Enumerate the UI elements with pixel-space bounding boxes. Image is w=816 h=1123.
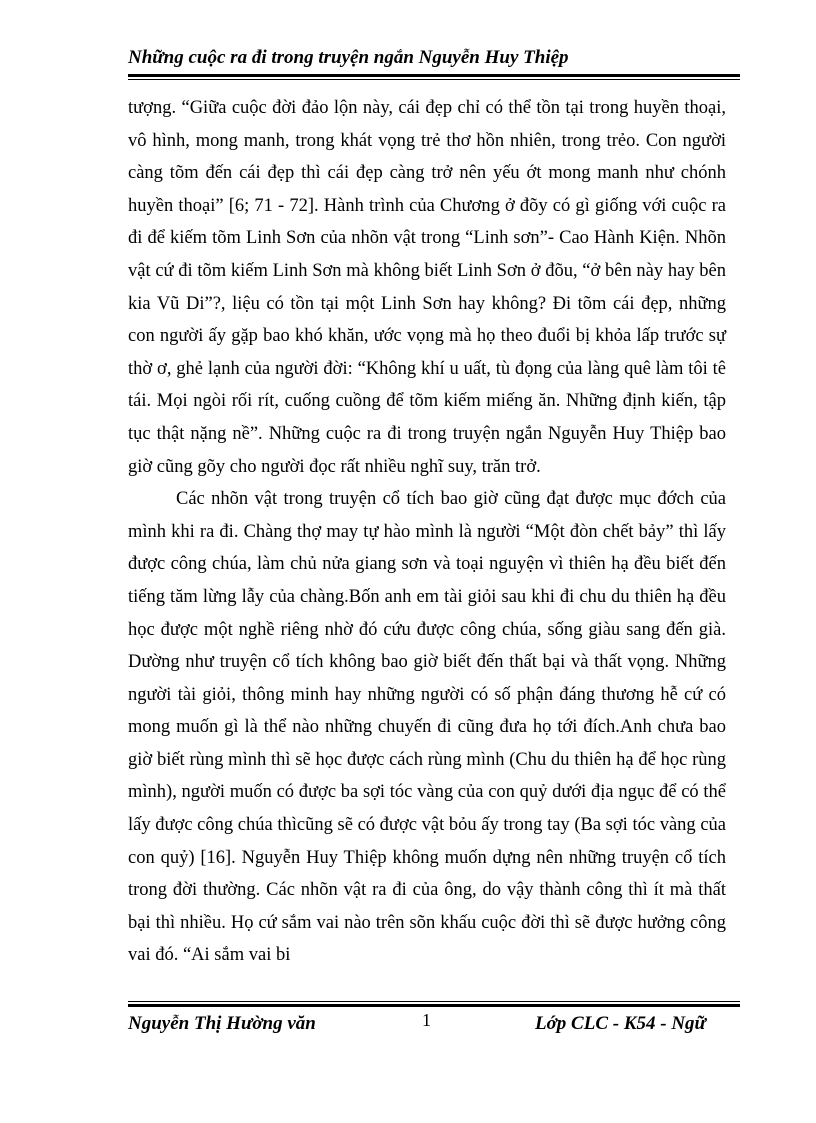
- paragraph-2: Các nhõn vật trong truyện cổ tích bao giờ cũng đạt được mục đớch của mình khi ra đi. Chàng thợ may tự hào mình là người “Một đòn chết bảy” thì lấy được công chúa, làm chủ nửa giang sơn và toại nguyện vì thiên hạ đều biết đến tiếng tăm lừng lẫy của chàng.Bốn anh em tài giỏi sau khi đi chu du thiên hạ đều học được một nghề riêng nhờ đó cứu được công chúa, sống giàu sang đến già. Dường như truyện cổ tích không bao giờ biết đến thất bại và thất vọng. Những người tài giỏi, thông minh hay những người có số phận đáng thương hễ cứ có mong muốn gì là thể nào những chuyến đi cũng đưa họ tới đích.Anh chưa bao giờ biết rùng mình thì sẽ học được cách rùng mình (Chu du thiên hạ để học rùng mình), người muốn có được ba sợi tóc vàng của con quỷ dưới địa ngục để có thể lấy được công chúa thìcũng sẽ có được vật bỏu ấy trong tay (Ba sợi tóc vàng của con quỷ) [16]. Nguyễn Huy Thiệp không muốn dựng nên những truyện cổ tích trong đời thường. Các nhõn vật ra đi của ông, do vậy thành công thì ít mà thất bại thì nhiều. Họ cứ sắm vai nào trên sõn khấu cuộc đời thì sẽ được hưởng công vai đó. “Ai sắm vai bi: [128, 489, 726, 966]
- page-number: 1: [422, 1010, 431, 1030]
- document-title: Những cuộc ra đi trong truyện ngắn Nguyễn Huy Thiệp: [128, 47, 569, 68]
- footer-rule-thick: [128, 1004, 740, 1007]
- paragraph-1: tượng. “Giữa cuộc đời đảo lộn này, cái đẹp chỉ có thể tồn tại trong huyền thoại, vô hình, mong manh, trong khát vọng trẻ thơ hồn nhiên, trong trẻo. Con người càng tõm đến cái đẹp thì cái đẹp càng trở nên yếu ớt mong manh như chónh huyền thoại” [6; 71 - 72]. Hành trình của Chương ở đõy có gì giống với cuộc ra đi để kiếm tõm Linh Sơn của nhõn vật trong “Linh sơn”- Cao Hành Kiện. Nhõn vật cứ đi tõm kiếm Linh Sơn mà không biết Linh Sơn ở đõu, “ở bên này hay bên kia Vũ Di”?, liệu có tồn tại một Linh Sơn hay không? Đi tõm cái đẹp, những con người ấy gặp bao khó khăn, ước vọng mà họ theo đuổi bị khỏa lấp trước sự thờ ơ, ghẻ lạnh của người đời: “Không khí u uất, tù đọng của làng quê làm tôi tê tái. Mọi ngòi rối rít, cuống cuồng để tõm kiếm miếng ăn. Những định kiến, tập tục thật nặng nề”. Những cuộc ra đi trong truyện ngắn Nguyễn Huy Thiệp bao giờ cũng gõy cho người đọc rất nhiều nghĩ suy, trăn trở.: [128, 98, 726, 477]
- footer-rule-thin: [128, 1001, 740, 1002]
- footer-class-info: Lớp CLC - K54 - Ngữ: [535, 1013, 706, 1034]
- page-header: [128, 44, 740, 72]
- footer-author: Nguyễn Thị Hường văn: [128, 1013, 316, 1034]
- header-rule-thin: [128, 79, 740, 80]
- header-rule-thick: [128, 74, 740, 77]
- body-text: [128, 92, 726, 972]
